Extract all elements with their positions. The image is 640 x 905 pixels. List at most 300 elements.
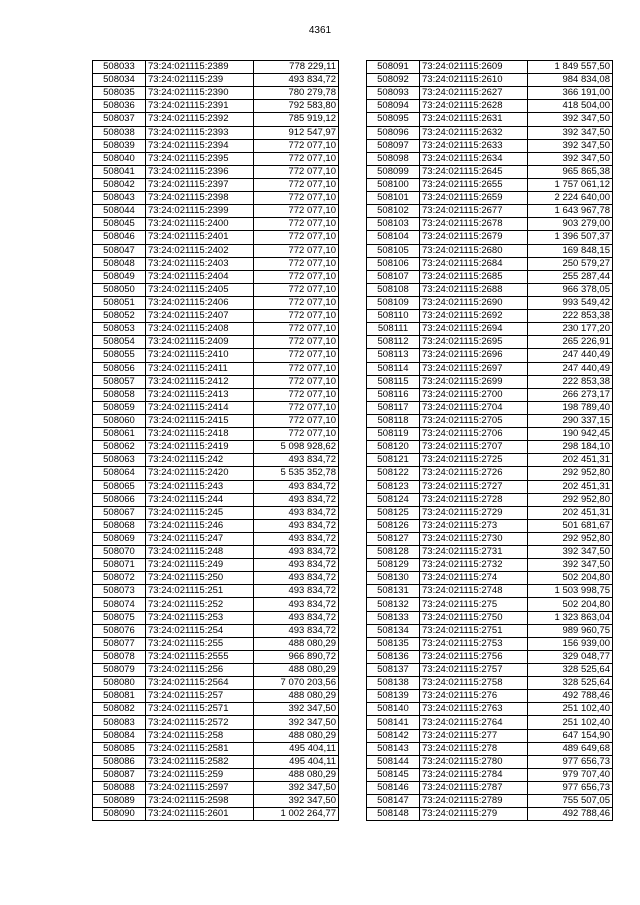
table-row xyxy=(93,729,339,742)
row-number-cell: 508083 xyxy=(93,716,146,729)
cadastral-number-cell: 73:24:021115:248 xyxy=(146,546,254,559)
cadastral-value-cell: 328 525,64 xyxy=(528,677,613,690)
row-number-cell: 508127 xyxy=(367,532,420,545)
row-number-cell: 508138 xyxy=(367,677,420,690)
row-number-cell: 508057 xyxy=(93,375,146,388)
cadastral-number-cell: 73:24:021115:2678 xyxy=(420,218,528,231)
cadastral-value-cell: 392 347,50 xyxy=(528,139,613,152)
table-row xyxy=(367,664,613,677)
cadastral-value-cell: 493 834,72 xyxy=(254,493,339,506)
cadastral-value-cell: 979 707,40 xyxy=(528,768,613,781)
row-number-cell: 508040 xyxy=(93,152,146,165)
row-number-cell: 508088 xyxy=(93,782,146,795)
cadastral-number-cell: 73:24:021115:2414 xyxy=(146,401,254,414)
table-row xyxy=(93,795,339,808)
cadastral-value-cell: 1 503 998,75 xyxy=(528,585,613,598)
left-cadastral-table xyxy=(92,60,339,821)
cadastral-value-cell: 247 440,49 xyxy=(528,362,613,375)
cadastral-number-cell: 73:24:021115:2555 xyxy=(146,650,254,663)
row-number-cell: 508137 xyxy=(367,664,420,677)
row-number-cell: 508106 xyxy=(367,257,420,270)
cadastral-value-cell: 772 077,10 xyxy=(254,336,339,349)
row-number-cell: 508117 xyxy=(367,401,420,414)
cadastral-number-cell: 73:24:021115:2564 xyxy=(146,677,254,690)
table-row xyxy=(367,506,613,519)
cadastral-value-cell: 977 656,73 xyxy=(528,755,613,768)
cadastral-value-cell: 298 184,10 xyxy=(528,441,613,454)
row-number-cell: 508145 xyxy=(367,768,420,781)
row-number-cell: 508146 xyxy=(367,782,420,795)
table-row xyxy=(367,467,613,480)
cadastral-number-cell: 73:24:021115:2634 xyxy=(420,152,528,165)
cadastral-value-cell: 488 080,29 xyxy=(254,664,339,677)
cadastral-number-cell: 73:24:021115:2763 xyxy=(420,703,528,716)
row-number-cell: 508050 xyxy=(93,283,146,296)
cadastral-number-cell: 73:24:021115:2680 xyxy=(420,244,528,257)
cadastral-number-cell: 73:24:021115:2398 xyxy=(146,192,254,205)
row-number-cell: 508139 xyxy=(367,690,420,703)
table-row xyxy=(93,283,339,296)
cadastral-value-cell: 493 834,72 xyxy=(254,598,339,611)
table-row xyxy=(93,244,339,257)
row-number-cell: 508073 xyxy=(93,585,146,598)
table-row xyxy=(93,428,339,441)
table-row xyxy=(367,441,613,454)
cadastral-number-cell: 73:24:021115:2598 xyxy=(146,795,254,808)
row-number-cell: 508142 xyxy=(367,729,420,742)
row-number-cell: 508107 xyxy=(367,270,420,283)
table-row xyxy=(367,349,613,362)
cadastral-number-cell: 73:24:021115:255 xyxy=(146,637,254,650)
table-row xyxy=(93,716,339,729)
cadastral-value-cell: 418 504,00 xyxy=(528,100,613,113)
cadastral-number-cell: 73:24:021115:2757 xyxy=(420,664,528,677)
row-number-cell: 508059 xyxy=(93,401,146,414)
row-number-cell: 508095 xyxy=(367,113,420,126)
cadastral-value-cell: 772 077,10 xyxy=(254,349,339,362)
table-row xyxy=(93,323,339,336)
row-number-cell: 508043 xyxy=(93,192,146,205)
table-row xyxy=(93,493,339,506)
cadastral-value-cell: 772 077,10 xyxy=(254,310,339,323)
table-row xyxy=(367,283,613,296)
cadastral-value-cell: 493 834,72 xyxy=(254,611,339,624)
cadastral-value-cell: 392 347,50 xyxy=(528,546,613,559)
cadastral-value-cell: 772 077,10 xyxy=(254,388,339,401)
row-number-cell: 508038 xyxy=(93,126,146,139)
cadastral-value-cell: 292 952,80 xyxy=(528,493,613,506)
table-row xyxy=(367,178,613,191)
row-number-cell: 508136 xyxy=(367,650,420,663)
cadastral-number-cell: 73:24:021115:2411 xyxy=(146,362,254,375)
table-row xyxy=(93,126,339,139)
cadastral-value-cell: 392 347,50 xyxy=(254,703,339,716)
cadastral-value-cell: 993 549,42 xyxy=(528,296,613,309)
row-number-cell: 508082 xyxy=(93,703,146,716)
cadastral-number-cell: 73:24:021115:249 xyxy=(146,559,254,572)
table-row xyxy=(367,401,613,414)
row-number-cell: 508068 xyxy=(93,519,146,532)
table-row xyxy=(367,546,613,559)
row-number-cell: 508130 xyxy=(367,572,420,585)
row-number-cell: 508070 xyxy=(93,546,146,559)
cadastral-value-cell: 169 848,15 xyxy=(528,244,613,257)
cadastral-value-cell: 647 154,90 xyxy=(528,729,613,742)
row-number-cell: 508100 xyxy=(367,178,420,191)
cadastral-number-cell: 73:24:021115:2391 xyxy=(146,100,254,113)
table-row xyxy=(93,519,339,532)
table-row xyxy=(367,126,613,139)
cadastral-value-cell: 488 080,29 xyxy=(254,768,339,781)
row-number-cell: 508140 xyxy=(367,703,420,716)
row-number-cell: 508039 xyxy=(93,139,146,152)
table-row xyxy=(367,795,613,808)
cadastral-number-cell: 73:24:021115:2696 xyxy=(420,349,528,362)
cadastral-number-cell: 73:24:021115:2725 xyxy=(420,454,528,467)
table-row xyxy=(367,585,613,598)
cadastral-number-cell: 73:24:021115:250 xyxy=(146,572,254,585)
row-number-cell: 508080 xyxy=(93,677,146,690)
cadastral-value-cell: 772 077,10 xyxy=(254,139,339,152)
cadastral-value-cell: 1 002 264,77 xyxy=(254,808,339,821)
cadastral-value-cell: 772 077,10 xyxy=(254,283,339,296)
cadastral-value-cell: 202 451,31 xyxy=(528,480,613,493)
cadastral-number-cell: 73:24:021115:2609 xyxy=(420,61,528,74)
cadastral-number-cell: 73:24:021115:2403 xyxy=(146,257,254,270)
table-row xyxy=(367,729,613,742)
table-row xyxy=(367,257,613,270)
row-number-cell: 508144 xyxy=(367,755,420,768)
cadastral-number-cell: 73:24:021115:256 xyxy=(146,664,254,677)
row-number-cell: 508124 xyxy=(367,493,420,506)
cadastral-value-cell: 156 939,00 xyxy=(528,637,613,650)
cadastral-value-cell: 7 070 203,56 xyxy=(254,677,339,690)
cadastral-number-cell: 73:24:021115:2409 xyxy=(146,336,254,349)
cadastral-value-cell: 292 952,80 xyxy=(528,467,613,480)
cadastral-value-cell: 493 834,72 xyxy=(254,572,339,585)
row-number-cell: 508063 xyxy=(93,454,146,467)
cadastral-number-cell: 73:24:021115:2705 xyxy=(420,414,528,427)
row-number-cell: 508109 xyxy=(367,296,420,309)
cadastral-value-cell: 488 080,29 xyxy=(254,637,339,650)
cadastral-value-cell: 493 834,72 xyxy=(254,74,339,87)
cadastral-value-cell: 202 451,31 xyxy=(528,506,613,519)
cadastral-number-cell: 73:24:021115:2390 xyxy=(146,87,254,100)
row-number-cell: 508045 xyxy=(93,218,146,231)
cadastral-value-cell: 501 681,67 xyxy=(528,519,613,532)
table-row xyxy=(93,178,339,191)
table-row xyxy=(93,454,339,467)
cadastral-number-cell: 73:24:021115:2694 xyxy=(420,323,528,336)
table-row xyxy=(367,113,613,126)
cadastral-value-cell: 392 347,50 xyxy=(528,126,613,139)
table-row xyxy=(93,270,339,283)
cadastral-number-cell: 73:24:021115:275 xyxy=(420,598,528,611)
cadastral-number-cell: 73:24:021115:2582 xyxy=(146,755,254,768)
right-cadastral-table xyxy=(366,60,613,821)
cadastral-value-cell: 329 048,77 xyxy=(528,650,613,663)
cadastral-number-cell: 73:24:021115:2412 xyxy=(146,375,254,388)
cadastral-value-cell: 488 080,29 xyxy=(254,729,339,742)
cadastral-number-cell: 73:24:021115:2402 xyxy=(146,244,254,257)
table-row xyxy=(93,296,339,309)
cadastral-number-cell: 73:24:021115:273 xyxy=(420,519,528,532)
cadastral-value-cell: 772 077,10 xyxy=(254,205,339,218)
cadastral-value-cell: 772 077,10 xyxy=(254,257,339,270)
cadastral-number-cell: 73:24:021115:253 xyxy=(146,611,254,624)
cadastral-number-cell: 73:24:021115:2728 xyxy=(420,493,528,506)
row-number-cell: 508104 xyxy=(367,231,420,244)
cadastral-number-cell: 73:24:021115:2413 xyxy=(146,388,254,401)
cadastral-value-cell: 966 378,05 xyxy=(528,283,613,296)
table-row xyxy=(93,441,339,454)
cadastral-number-cell: 73:24:021115:2730 xyxy=(420,532,528,545)
table-row xyxy=(93,664,339,677)
cadastral-number-cell: 73:24:021115:2419 xyxy=(146,441,254,454)
row-number-cell: 508134 xyxy=(367,624,420,637)
table-row xyxy=(367,519,613,532)
table-row xyxy=(367,414,613,427)
cadastral-number-cell: 73:24:021115:2396 xyxy=(146,165,254,178)
cadastral-value-cell: 772 077,10 xyxy=(254,244,339,257)
cadastral-number-cell: 73:24:021115:257 xyxy=(146,690,254,703)
cadastral-value-cell: 780 279,78 xyxy=(254,87,339,100)
row-number-cell: 508119 xyxy=(367,428,420,441)
row-number-cell: 508110 xyxy=(367,310,420,323)
cadastral-value-cell: 772 077,10 xyxy=(254,401,339,414)
row-number-cell: 508041 xyxy=(93,165,146,178)
cadastral-number-cell: 73:24:021115:2726 xyxy=(420,467,528,480)
table-row xyxy=(367,388,613,401)
cadastral-value-cell: 292 952,80 xyxy=(528,532,613,545)
cadastral-value-cell: 493 834,72 xyxy=(254,624,339,637)
cadastral-value-cell: 493 834,72 xyxy=(254,532,339,545)
cadastral-number-cell: 73:24:021115:2700 xyxy=(420,388,528,401)
cadastral-value-cell: 903 279,00 xyxy=(528,218,613,231)
row-number-cell: 508053 xyxy=(93,323,146,336)
cadastral-value-cell: 366 191,00 xyxy=(528,87,613,100)
cadastral-number-cell: 73:24:021115:2789 xyxy=(420,795,528,808)
row-number-cell: 508047 xyxy=(93,244,146,257)
row-number-cell: 508123 xyxy=(367,480,420,493)
cadastral-value-cell: 251 102,40 xyxy=(528,716,613,729)
table-row xyxy=(93,388,339,401)
row-number-cell: 508131 xyxy=(367,585,420,598)
table-row xyxy=(367,218,613,231)
table-row xyxy=(367,152,613,165)
row-number-cell: 508108 xyxy=(367,283,420,296)
table-row xyxy=(93,205,339,218)
cadastral-number-cell: 73:24:021115:2394 xyxy=(146,139,254,152)
cadastral-number-cell: 73:24:021115:2780 xyxy=(420,755,528,768)
row-number-cell: 508113 xyxy=(367,349,420,362)
cadastral-value-cell: 785 919,12 xyxy=(254,113,339,126)
table-row xyxy=(93,808,339,821)
cadastral-number-cell: 73:24:021115:2407 xyxy=(146,310,254,323)
row-number-cell: 508105 xyxy=(367,244,420,257)
table-row xyxy=(93,231,339,244)
row-number-cell: 508118 xyxy=(367,414,420,427)
row-number-cell: 508122 xyxy=(367,467,420,480)
cadastral-number-cell: 73:24:021115:2645 xyxy=(420,165,528,178)
row-number-cell: 508049 xyxy=(93,270,146,283)
cadastral-value-cell: 222 853,38 xyxy=(528,375,613,388)
table-row xyxy=(93,100,339,113)
table-row xyxy=(367,61,613,74)
table-row xyxy=(93,139,339,152)
cadastral-value-cell: 912 547,97 xyxy=(254,126,339,139)
cadastral-value-cell: 1 643 967,78 xyxy=(528,205,613,218)
row-number-cell: 508079 xyxy=(93,664,146,677)
row-number-cell: 508121 xyxy=(367,454,420,467)
cadastral-number-cell: 73:24:021115:247 xyxy=(146,532,254,545)
cadastral-value-cell: 392 347,50 xyxy=(254,716,339,729)
table-row xyxy=(93,532,339,545)
cadastral-number-cell: 73:24:021115:2748 xyxy=(420,585,528,598)
cadastral-value-cell: 1 396 507,37 xyxy=(528,231,613,244)
cadastral-value-cell: 772 077,10 xyxy=(254,165,339,178)
table-row xyxy=(93,782,339,795)
cadastral-value-cell: 502 204,80 xyxy=(528,572,613,585)
row-number-cell: 508060 xyxy=(93,414,146,427)
row-number-cell: 508064 xyxy=(93,467,146,480)
row-number-cell: 508103 xyxy=(367,218,420,231)
row-number-cell: 508114 xyxy=(367,362,420,375)
table-row xyxy=(93,650,339,663)
cadastral-number-cell: 73:24:021115:2784 xyxy=(420,768,528,781)
table-row xyxy=(367,480,613,493)
cadastral-number-cell: 73:24:021115:277 xyxy=(420,729,528,742)
table-row xyxy=(367,362,613,375)
table-row xyxy=(367,493,613,506)
cadastral-value-cell: 772 077,10 xyxy=(254,414,339,427)
cadastral-number-cell: 73:24:021115:2631 xyxy=(420,113,528,126)
row-number-cell: 508111 xyxy=(367,323,420,336)
cadastral-value-cell: 255 287,44 xyxy=(528,270,613,283)
row-number-cell: 508133 xyxy=(367,611,420,624)
table-row xyxy=(93,192,339,205)
cadastral-value-cell: 1 849 557,50 xyxy=(528,61,613,74)
row-number-cell: 508101 xyxy=(367,192,420,205)
row-number-cell: 508120 xyxy=(367,441,420,454)
cadastral-value-cell: 493 834,72 xyxy=(254,519,339,532)
cadastral-number-cell: 73:24:021115:2727 xyxy=(420,480,528,493)
row-number-cell: 508042 xyxy=(93,178,146,191)
row-number-cell: 508071 xyxy=(93,559,146,572)
cadastral-value-cell: 392 347,50 xyxy=(254,782,339,795)
cadastral-value-cell: 772 077,10 xyxy=(254,428,339,441)
table-row xyxy=(93,690,339,703)
row-number-cell: 508148 xyxy=(367,808,420,821)
cadastral-value-cell: 493 834,72 xyxy=(254,454,339,467)
cadastral-value-cell: 502 204,80 xyxy=(528,598,613,611)
cadastral-number-cell: 73:24:021115:258 xyxy=(146,729,254,742)
cadastral-value-cell: 2 224 640,00 xyxy=(528,192,613,205)
cadastral-value-cell: 493 834,72 xyxy=(254,559,339,572)
row-number-cell: 508085 xyxy=(93,742,146,755)
cadastral-value-cell: 392 347,50 xyxy=(528,559,613,572)
cadastral-number-cell: 73:24:021115:2758 xyxy=(420,677,528,690)
cadastral-number-cell: 73:24:021115:2704 xyxy=(420,401,528,414)
cadastral-number-cell: 73:24:021115:243 xyxy=(146,480,254,493)
cadastral-value-cell: 265 226,91 xyxy=(528,336,613,349)
table-row xyxy=(367,192,613,205)
table-row xyxy=(367,310,613,323)
table-row xyxy=(93,506,339,519)
row-number-cell: 508081 xyxy=(93,690,146,703)
row-number-cell: 508143 xyxy=(367,742,420,755)
cadastral-number-cell: 73:24:021115:2695 xyxy=(420,336,528,349)
cadastral-number-cell: 73:24:021115:2659 xyxy=(420,192,528,205)
cadastral-number-cell: 73:24:021115:2729 xyxy=(420,506,528,519)
table-row xyxy=(367,559,613,572)
cadastral-value-cell: 772 077,10 xyxy=(254,323,339,336)
cadastral-value-cell: 755 507,05 xyxy=(528,795,613,808)
cadastral-number-cell: 73:24:021115:2401 xyxy=(146,231,254,244)
cadastral-value-cell: 251 102,40 xyxy=(528,703,613,716)
table-row xyxy=(93,113,339,126)
cadastral-value-cell: 222 853,38 xyxy=(528,310,613,323)
cadastral-number-cell: 73:24:021115:274 xyxy=(420,572,528,585)
table-row xyxy=(367,336,613,349)
left-table-body xyxy=(93,61,339,821)
cadastral-number-cell: 73:24:021115:2692 xyxy=(420,310,528,323)
row-number-cell: 508141 xyxy=(367,716,420,729)
cadastral-number-cell: 73:24:021115:2628 xyxy=(420,100,528,113)
table-row xyxy=(93,87,339,100)
table-row xyxy=(93,362,339,375)
table-row xyxy=(367,231,613,244)
table-row xyxy=(367,677,613,690)
table-row xyxy=(367,87,613,100)
row-number-cell: 508099 xyxy=(367,165,420,178)
table-row xyxy=(367,755,613,768)
cadastral-number-cell: 73:24:021115:2633 xyxy=(420,139,528,152)
cadastral-number-cell: 73:24:021115:2399 xyxy=(146,205,254,218)
table-row xyxy=(367,782,613,795)
row-number-cell: 508089 xyxy=(93,795,146,808)
cadastral-number-cell: 73:24:021115:2751 xyxy=(420,624,528,637)
cadastral-value-cell: 198 789,40 xyxy=(528,401,613,414)
table-row xyxy=(93,546,339,559)
row-number-cell: 508129 xyxy=(367,559,420,572)
table-row xyxy=(93,559,339,572)
cadastral-value-cell: 492 788,46 xyxy=(528,808,613,821)
cadastral-number-cell: 73:24:021115:2581 xyxy=(146,742,254,755)
cadastral-number-cell: 73:24:021115:2707 xyxy=(420,441,528,454)
cadastral-number-cell: 73:24:021115:2415 xyxy=(146,414,254,427)
cadastral-value-cell: 792 583,80 xyxy=(254,100,339,113)
cadastral-value-cell: 984 834,08 xyxy=(528,74,613,87)
table-row xyxy=(93,74,339,87)
cadastral-value-cell: 492 788,46 xyxy=(528,690,613,703)
cadastral-number-cell: 73:24:021115:276 xyxy=(420,690,528,703)
row-number-cell: 508066 xyxy=(93,493,146,506)
cadastral-number-cell: 73:24:021115:246 xyxy=(146,519,254,532)
cadastral-value-cell: 290 337,15 xyxy=(528,414,613,427)
cadastral-number-cell: 73:24:021115:2679 xyxy=(420,231,528,244)
table-row xyxy=(367,100,613,113)
cadastral-number-cell: 73:24:021115:2688 xyxy=(420,283,528,296)
cadastral-number-cell: 73:24:021115:2389 xyxy=(146,61,254,74)
row-number-cell: 508093 xyxy=(367,87,420,100)
table-row xyxy=(367,768,613,781)
row-number-cell: 508046 xyxy=(93,231,146,244)
cadastral-number-cell: 73:24:021115:2406 xyxy=(146,296,254,309)
cadastral-value-cell: 772 077,10 xyxy=(254,178,339,191)
cadastral-value-cell: 190 942,45 xyxy=(528,428,613,441)
cadastral-value-cell: 966 890,72 xyxy=(254,650,339,663)
